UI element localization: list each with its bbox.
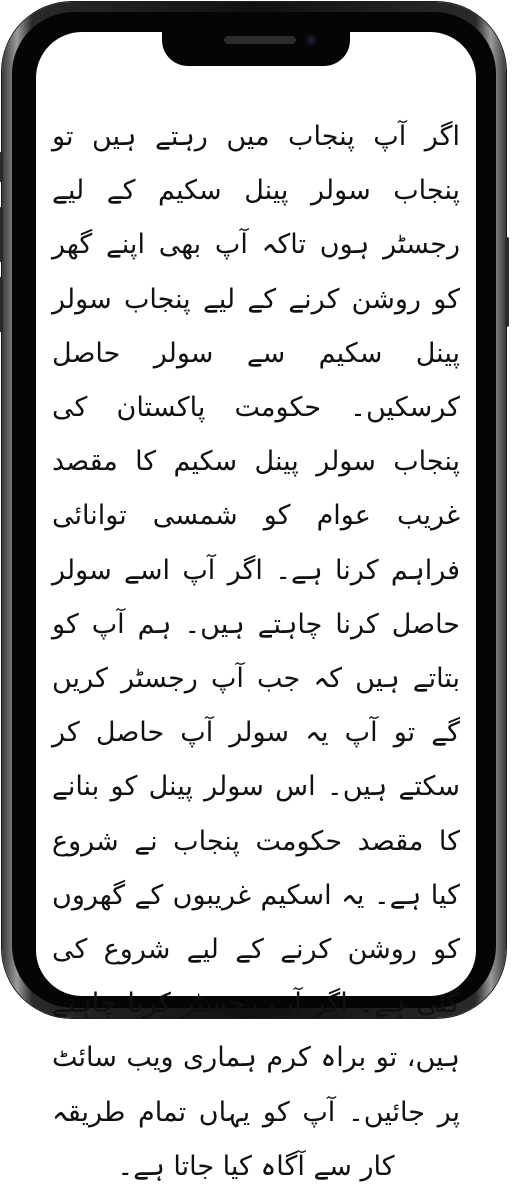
article-text: اگر آپ پنجاب میں رہتے ہیں تو پنجاب سولر پینل سکیم کے لیے رجسٹر ہوں تاکہ آپ بھی اپنے گھر کو روشن کرنے کے لیے پنجاب سولر پینل سکیم سے سولر حاصل کرسکیں۔ حکومت پاکستان کی پنجاب سولر پینل سکیم کا مقصد غریب عوام کو شمسی توانائی فراہم کرنا ہے۔ اگر آپ اسے سولر حاصل کرنا چاہتے ہیں۔ ہم آپ کو بتاتے ہیں کہ جب آپ رجسٹر کریں گے تو آپ یہ سولر آپ حاصل کر سکتے ہیں۔ اس سولر پینل کو بنانے کا مقصد حکومت پنجاب نے شروع کیا ہے۔ یہ اسکیم غریبوں کے گھروں کو روشن کرنے کے لیے شروع کی گئی ہے۔ اگر آپ رجسٹر کرنا چاہتے ہیں، تو براہ کرم ہماری ویب سائٹ پر جائیں۔ آپ کو یہاں تمام طریقہ کار سے آگاہ کیا جاتا ہے۔ [52,121,460,1182]
speaker-grille [224,36,296,44]
side-button-left-3 [0,277,3,332]
side-button-left-2 [0,207,3,262]
phone-frame [2,2,506,1182]
side-button-left-1 [0,152,3,182]
phone-screen [36,32,476,1182]
camera-icon [305,34,317,46]
side-button-right [505,237,509,327]
